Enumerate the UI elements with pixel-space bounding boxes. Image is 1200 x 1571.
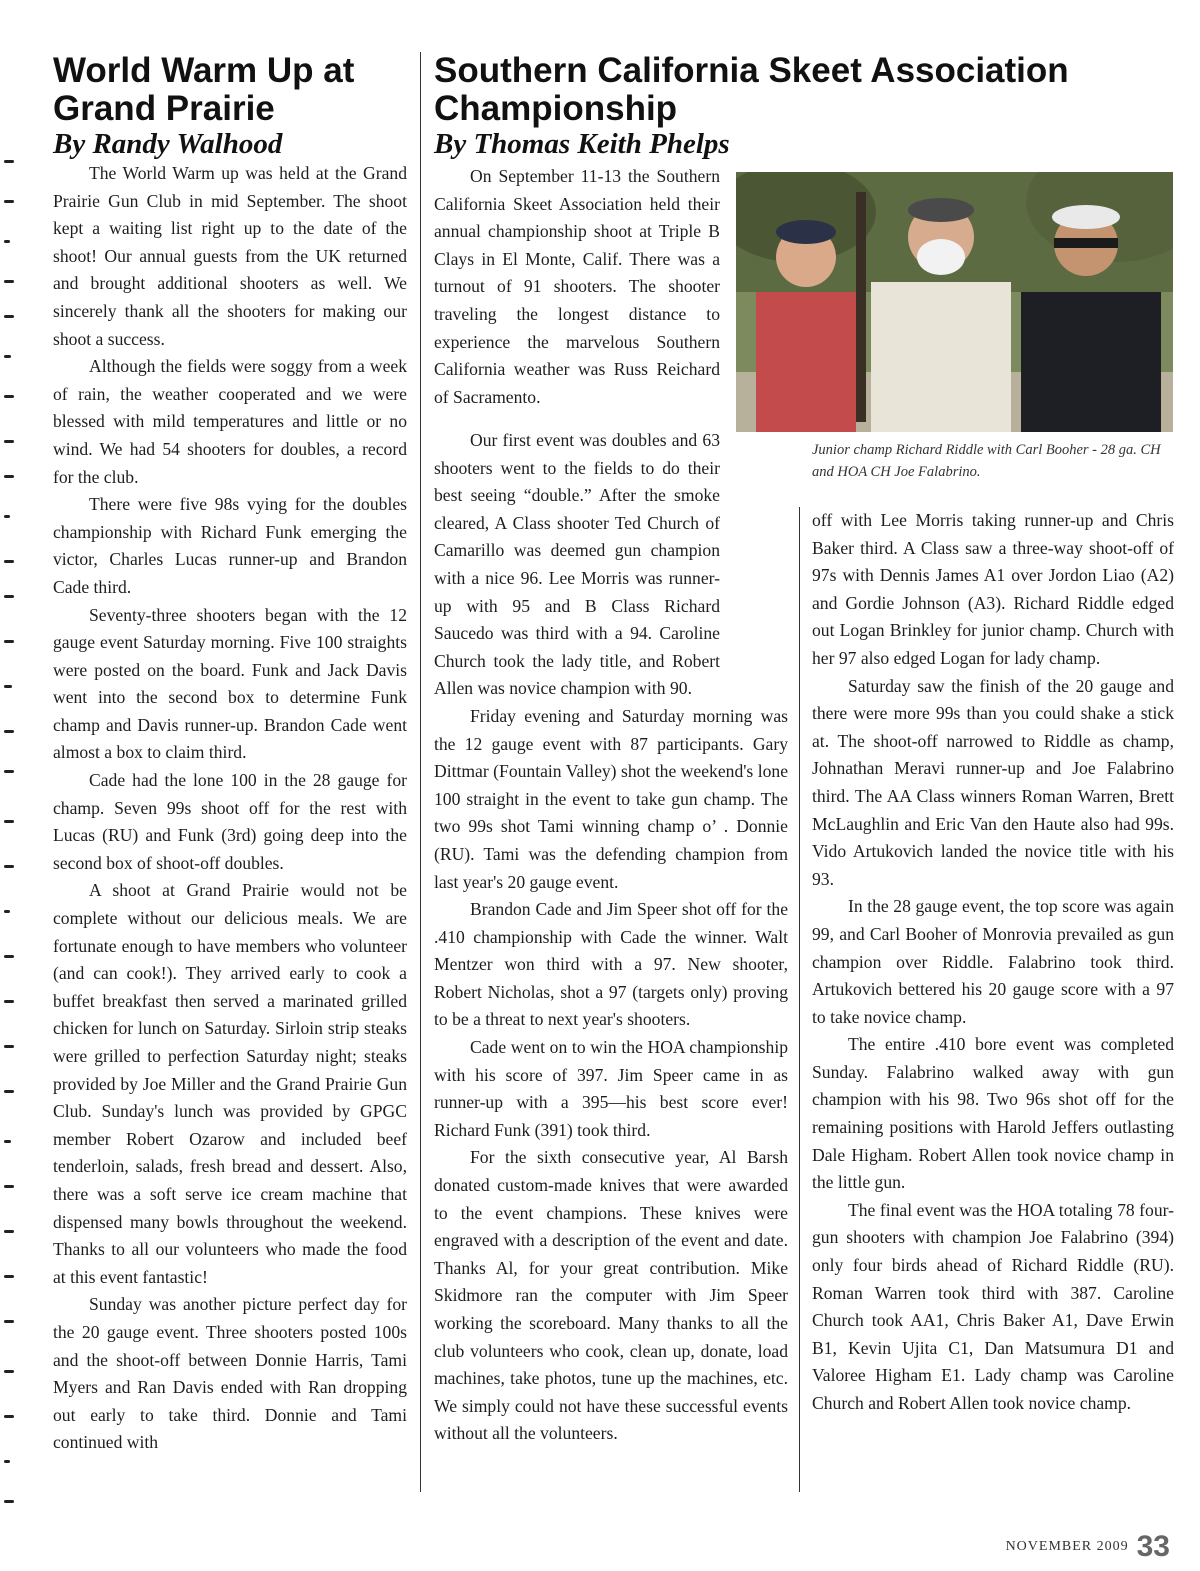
article2-paragraph: Cade went on to win the HOA championship with his score of 397. Jim Speer came in as runner-up with a 395—his best score ever! Richard Funk (391) took third.: [434, 1037, 788, 1140]
article2-byline: By Thomas Keith Phelps: [434, 128, 730, 160]
article1-paragraph: The World Warm up was held at the Grand Prairie Gun Club in mid September. The shoot kept a waiting list right up to the date of the shoot! Our annual guests from the UK returned and brought additional shooters as well. We sincerely thank all the shooters for making our shoot a success.: [53, 163, 407, 349]
article2-paragraph: The entire .410 bore event was completed Sunday. Falabrino walked away with gun champion with his 98. Two 96s shot off for the remaining positions with Harold Jeffers outlasting Dale Higham. Robert Allen took novice champ in the little gun.: [812, 1034, 1174, 1193]
article1-paragraph: There were five 98s vying for the doubles championship with Richard Funk emerging the victor, Charles Lucas runner-up and Brandon Cade third.: [53, 494, 407, 597]
article1-body: [53, 160, 407, 1457]
article2-column-2: [812, 507, 1174, 1418]
article1-paragraph: Cade had the lone 100 in the 28 gauge for champ. Seven 99s shoot off for the rest with Lucas (RU) and Funk (3rd) going deep into the second box of shoot-off doubles.: [53, 770, 407, 873]
photo-three-shooters: [736, 172, 1173, 432]
issue-date: NOVEMBER 2009: [1005, 1539, 1129, 1554]
article2-paragraph: Friday evening and Saturday morning was the 12 gauge event with 87 participants. Gary Dittmar (Fountain Valley) shot the weekend's lone 100 straight in the event to take gun champ. The two 99s shot Tami winning champ o’ . Donnie (RU). Tami was the defending champion from last year's 20 gauge event.: [434, 705, 788, 892]
article2-paragraph: off with Lee Morris taking runner-up and Chris Baker third. A Class saw a three-way shoot-off of 97s with Dennis James A1 over Jordon Liao (A2) and Gordie Johnson (A3). Richard Riddle edged out Logan Brinkley for junior champ. Church with her 97 also edged Logan for lady champ.: [812, 510, 1174, 668]
article2-intro: [434, 163, 720, 411]
article1-paragraph: A shoot at Grand Prairie would not be complete without our delicious meals. We are fortunate enough to have members who volunteer (and can cook!). They arrived early to cook a buffet breakfast then served a marinated grilled chicken for lunch on Saturday. Sirloin strip steaks were grilled to perfection Saturday night; steaks provided by Joe Miller and the Grand Prairie Gun Club. Sunday's lunch was provided by GPGC member Robert Ozarow and included beef tenderloin, salads, fresh bread and dessert. Also, there was a soft serve ice cream machine that dispensed many bowls throughout the weekend. Thanks to all our volunteers who made the food at this event fantastic!: [53, 880, 407, 1287]
article1-paragraph: Seventy-three shooters began with the 12 gauge event Saturday morning. Five 100 straights were posted on the board. Funk and Jack Davis went into the second box to determine Funk champ and Davis runner-up. Brandon Cade went almost a box to claim third.: [53, 604, 407, 763]
article1-paragraph: Sunday was another picture perfect day for the 20 gauge event. Three shooters posted 100s and the shoot-off between Donnie Harris, Tami Myers and Ran Davis ended with Ran dropping out early to take third. Donnie and Tami continued with: [53, 1294, 407, 1453]
article2-column-1: [434, 427, 788, 1448]
article2-paragraph: For the sixth consecutive year, Al Barsh donated custom-made knives that were awarded to the event champions. These knives were engraved with a description of the event and date. Thanks Al, for your great contribution. Mike Skidmore ran the computer with Jim Speer working the scoreboard. Many thanks to all the club volunteers who cook, clean up, donate, load machines, take photos, tune up the machines, etc. We simply could not have these successful events without all the volunteers.: [434, 1147, 788, 1444]
page-number: 33: [1136, 1530, 1170, 1563]
article2-paragraph: Brandon Cade and Jim Speer shot off for the .410 championship with Cade the winner. Walt Mentzer won third with a 97. New shooter, Robert Nicholas, shot a 97 (targets only) proving to be a threat to next year's shooters.: [434, 899, 788, 1030]
article2-paragraph: The final event was the HOA totaling 78 four-gun shooters with champion Joe Falabrino (394) only four birds ahead of Richard Riddle (RU). Roman Warren took third with 387. Caroline Church took AA1, Chris Baker A1, Dave Erwin B1, Kevin Ujita C1, Dan Matsumura D1 and Valoree Higham E1. Lady champ was Caroline Church and Robert Allen took novice champ.: [812, 1199, 1174, 1413]
article2-intro-paragraph: On September 11-13 the Southern California Skeet Association held their annual championship shoot at Triple B Clays in El Monte, Calif. There was a turnout of 91 shooters. The shooter traveling the longest distance to experience the marvelous Southern California weather was Russ Reichard of Sacramento.: [434, 166, 720, 407]
page-footer: [1006, 1530, 1170, 1564]
column-divider: [799, 507, 800, 1492]
photo-image: [736, 172, 1173, 432]
article2-title: Southern California Skeet Association Championship: [434, 51, 1069, 128]
scan-edge-marks: [0, 140, 24, 1540]
column-divider: [420, 52, 421, 1492]
article2-paragraph: In the 28 gauge event, the top score was again 99, and Carl Booher of Monrovia prevailed as gun champion over Riddle. Falabrino took third. Artukovich bettered his 20 gauge score with a 97 to take novice champ.: [812, 896, 1174, 1027]
article2-paragraph: Our first event was doubles and 63 shooters went to the fields to do their best seeing “double.” After the smoke cleared, A Class shooter Ted Church of Camarillo was deemed gun champion with a nice 96. Lee Morris was runner-up with 95 and B Class Richard Saucedo was third with a 94. Caroline Church took the lady title, and Robert Allen was novice champion with 90.: [434, 430, 720, 699]
photo-caption: Junior champ Richard Riddle with Carl Booher - 28 ga. CH and HOA CH Joe Falabrino.: [812, 442, 1161, 480]
article1-title: World Warm Up at Grand Prairie: [53, 51, 355, 128]
article1-byline: By Randy Walhood: [53, 128, 283, 160]
article1-paragraph: Although the fields were soggy from a week of rain, the weather cooperated and we were blessed with mild temperatures and little or no wind. We had 54 shooters for doubles, a record for the club.: [53, 356, 407, 487]
article2-paragraph: Saturday saw the finish of the 20 gauge and there were more 99s than you could shake a stick at. The shoot-off narrowed to Riddle as champ, Johnathan Meravi runner-up and Joe Falabrino third. The AA Class winners Roman Warren, Brett McLaughlin and Eric Van den Haute also had 99s. Vido Artukovich landed the novice title with his 93.: [812, 675, 1174, 889]
